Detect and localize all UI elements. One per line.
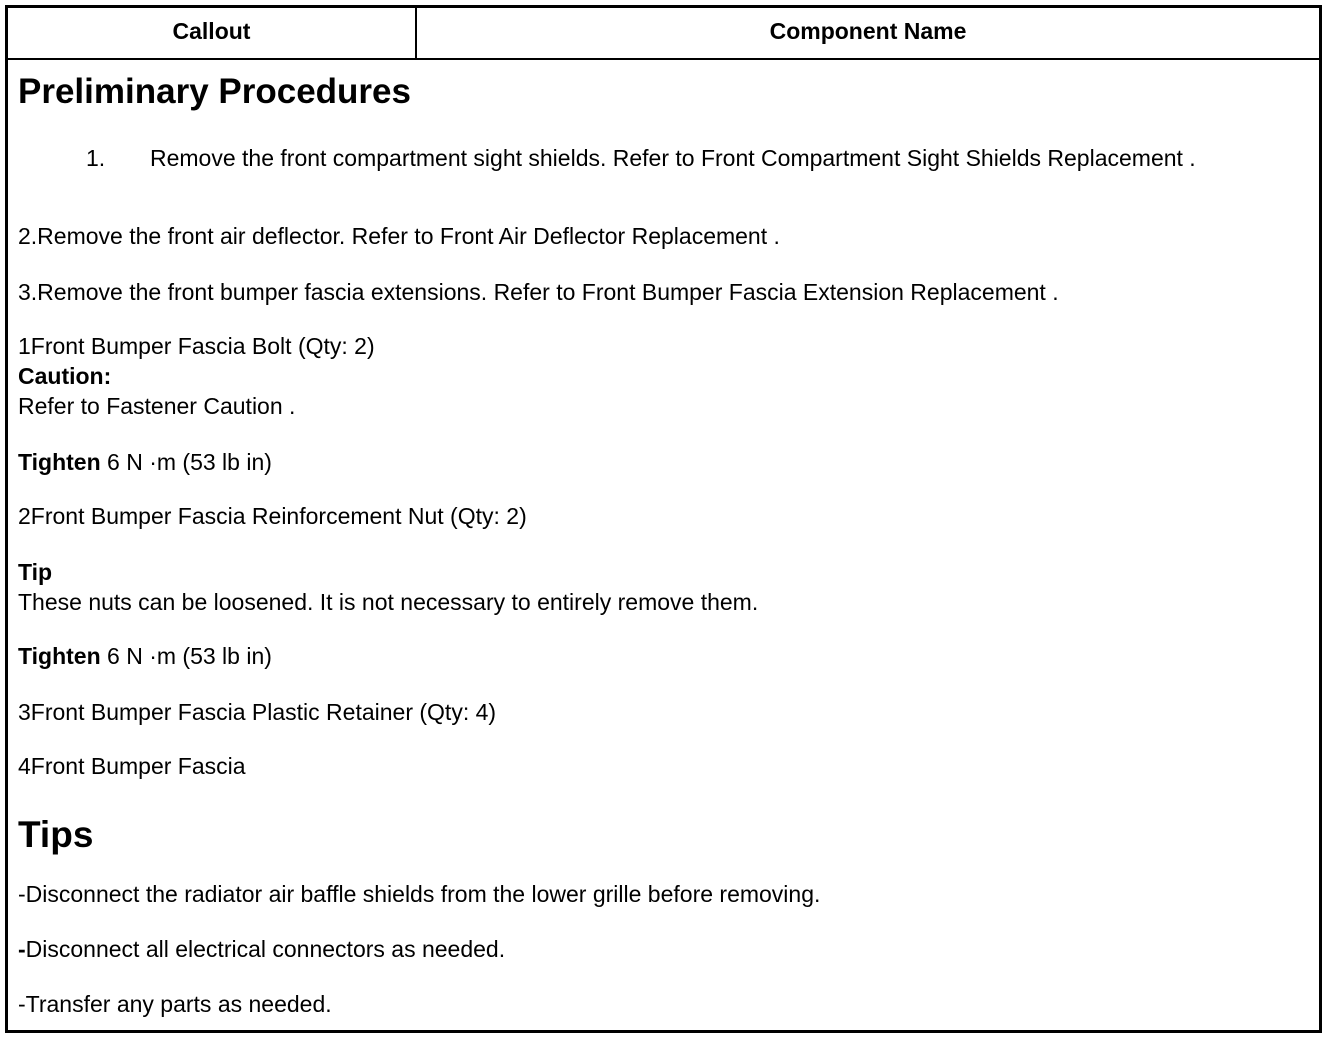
procedure-table xyxy=(5,5,1322,1033)
column-header-callout: Callout xyxy=(8,8,417,58)
step-3-text: 3.Remove the front bumper fascia extensions. Refer to Front Bumper Fascia Extension Replacement . xyxy=(18,279,1059,305)
table-header-row xyxy=(8,8,1319,60)
torque-value: 6 N ·m (53 lb in) xyxy=(100,643,272,669)
preliminary-procedures-heading: Preliminary Procedures xyxy=(18,72,411,111)
tips-item-2 xyxy=(18,935,505,963)
step-1-text: Remove the front compartment sight shields. Refer to Front Compartment Sight Shields Replacement . xyxy=(150,145,1196,171)
tip-label: Tip xyxy=(18,559,53,585)
torque-value: 6 N ·m (53 lb in) xyxy=(100,449,272,475)
tips-item-2-dash: - xyxy=(18,936,26,962)
caution-text: Refer to Fastener Caution . xyxy=(18,393,296,419)
tighten-label: Tighten xyxy=(18,449,101,475)
tip-text: These nuts can be loosened. It is not necessary to entirely remove them. xyxy=(18,589,759,615)
callout-1-title: 1Front Bumper Fascia Bolt (Qty: 2) xyxy=(18,333,375,359)
callout-2-title: 2Front Bumper Fascia Reinforcement Nut (Qty: 2) xyxy=(18,503,527,529)
step-2-text: 2.Remove the front air deflector. Refer to Front Air Deflector Replacement . xyxy=(18,223,780,249)
caution-label: Caution: xyxy=(18,363,112,389)
callout-1-torque xyxy=(18,448,272,476)
step-1-number: 1. xyxy=(86,145,106,171)
column-header-component-name: Component Name xyxy=(769,18,967,44)
tips-heading: Tips xyxy=(18,814,94,855)
callout-2-torque xyxy=(18,642,272,670)
tips-item-2-text: Disconnect all electrical connectors as needed. xyxy=(25,936,506,962)
tips-item-1: -Disconnect the radiator air baffle shields from the lower grille before removing. xyxy=(18,881,821,907)
tighten-label: Tighten xyxy=(18,643,101,669)
callout-4-title: 4Front Bumper Fascia xyxy=(18,753,246,779)
callout-3-title: 3Front Bumper Fascia Plastic Retainer (Qty: 4) xyxy=(18,699,497,725)
tips-item-3: -Transfer any parts as needed. xyxy=(18,991,332,1017)
